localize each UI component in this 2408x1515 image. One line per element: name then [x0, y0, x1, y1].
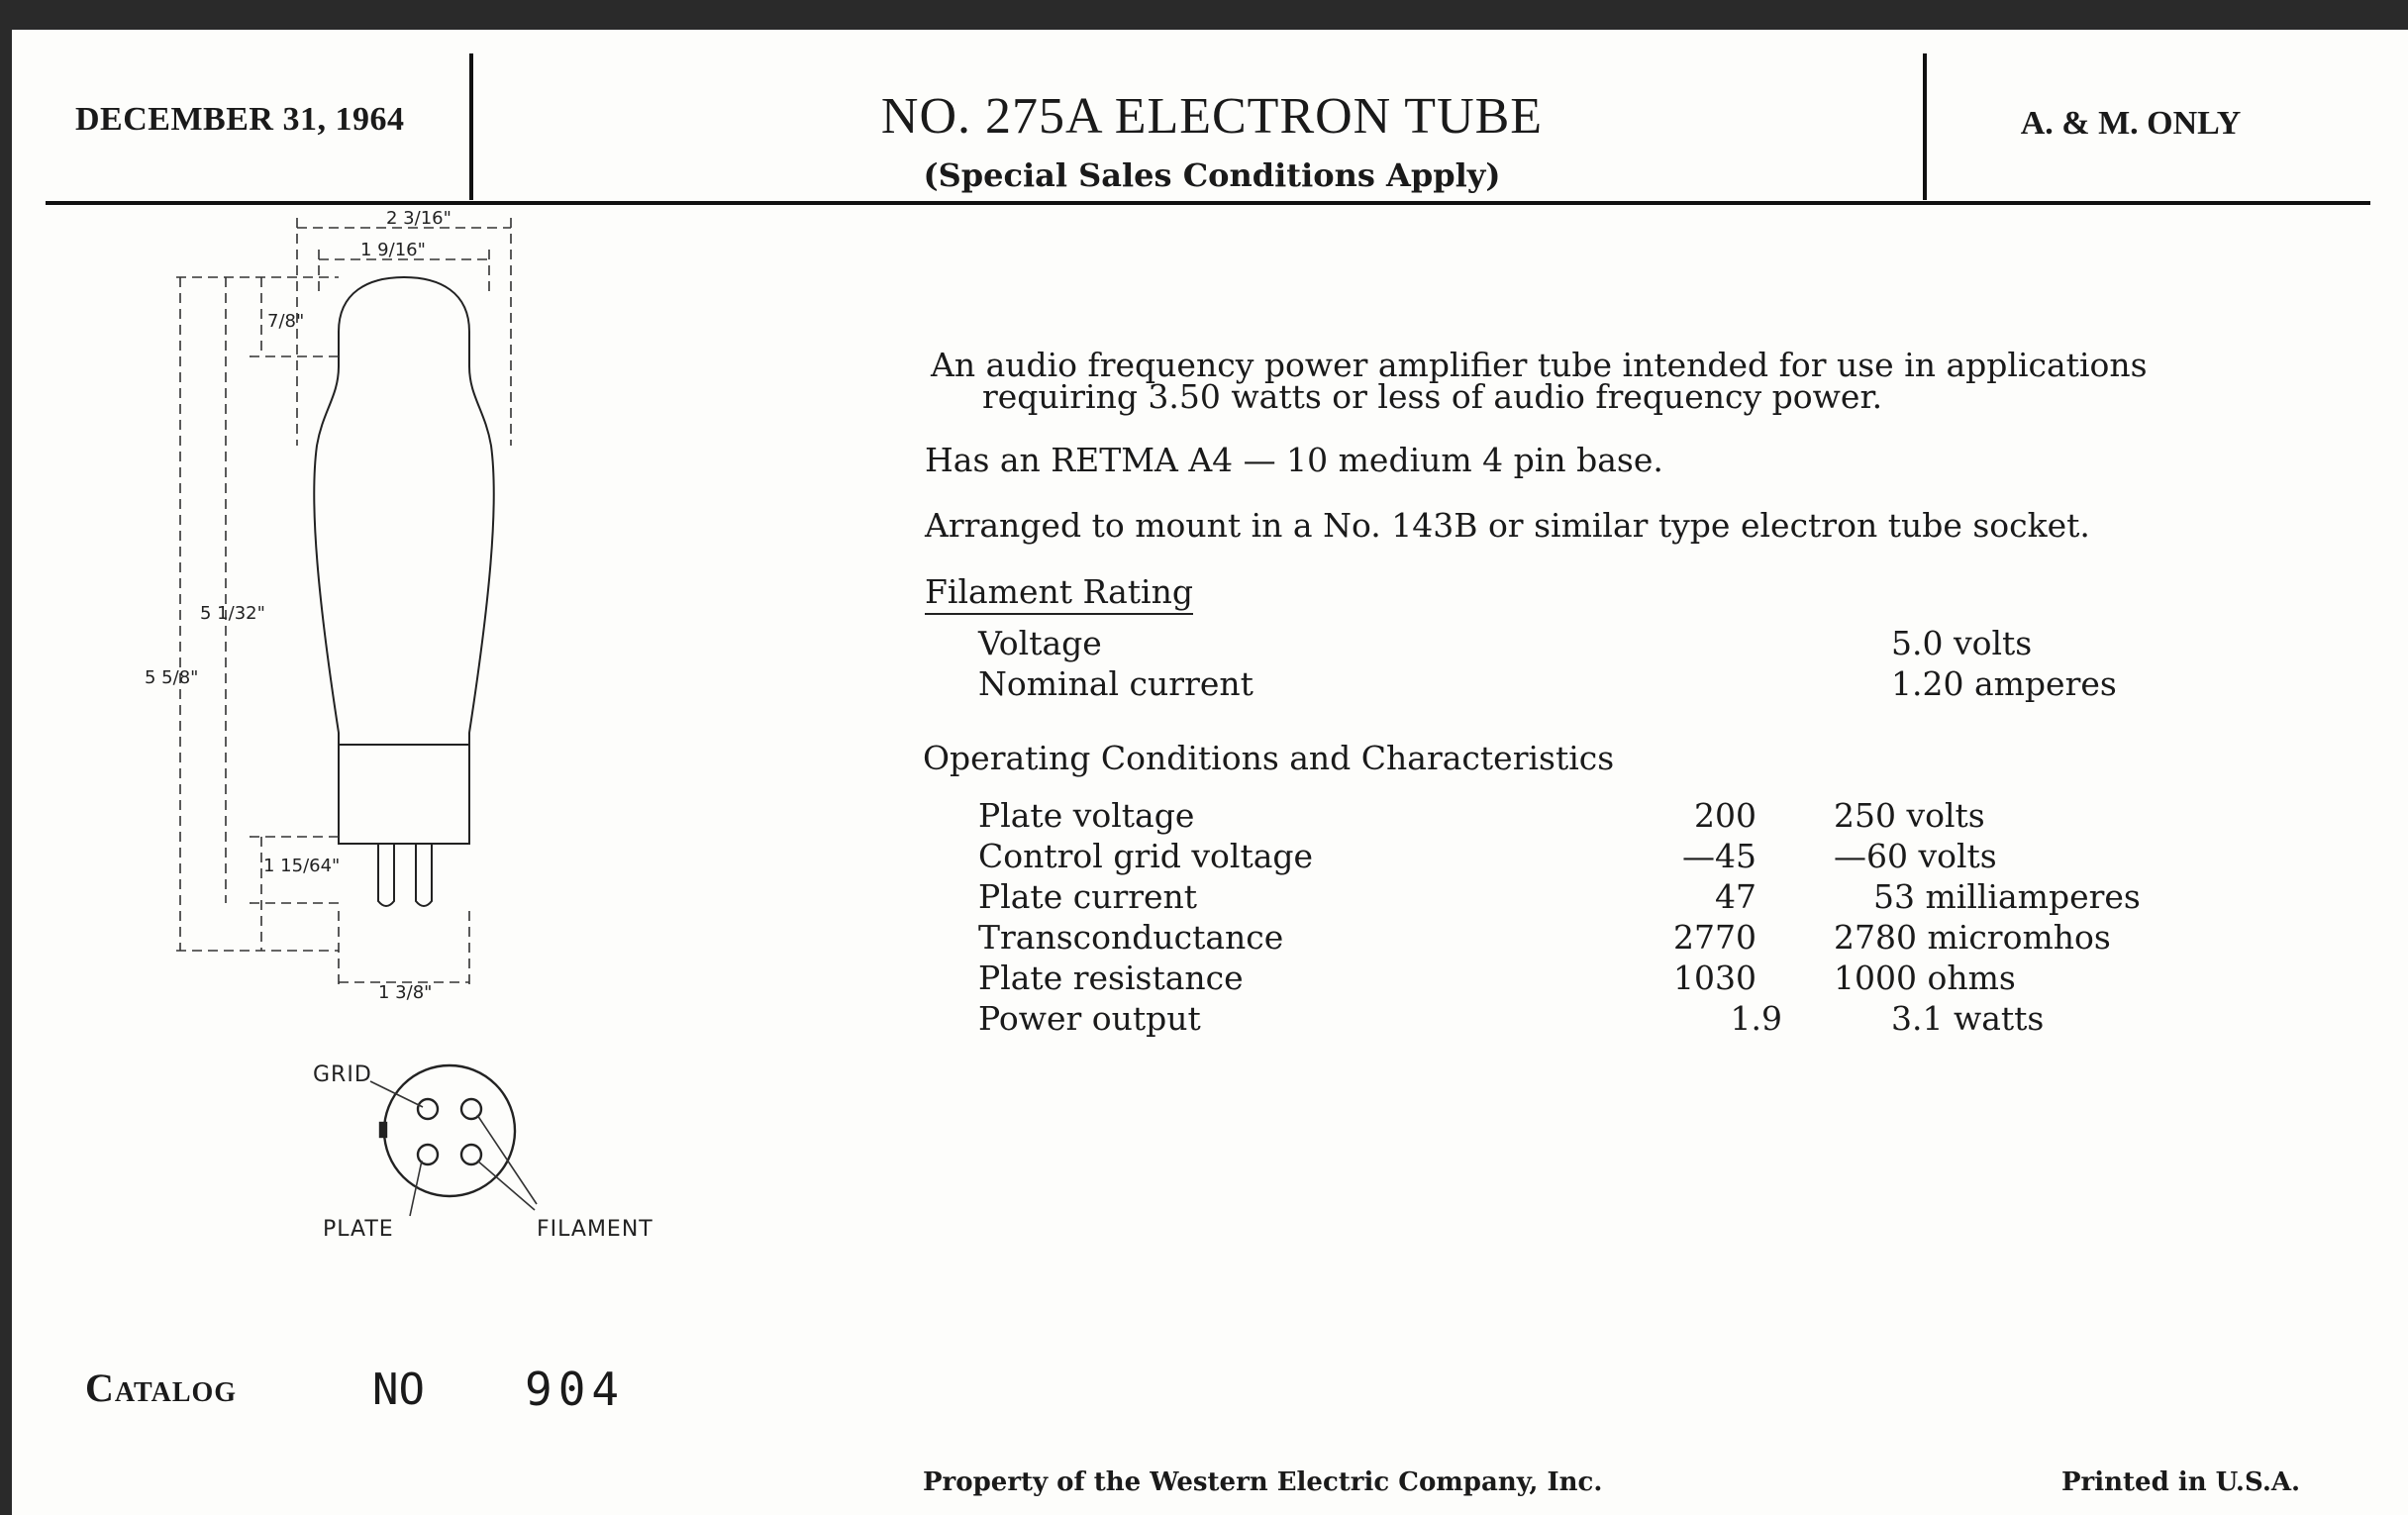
table-row	[12, 877, 2408, 917]
operating-value-2: —60 volts	[1834, 837, 1997, 875]
catalog-label: Catalog	[85, 1365, 238, 1410]
table-row	[12, 837, 2408, 876]
pin-filament-label: FILAMENT	[537, 1217, 653, 1242]
dim-base-width: 1 3/8"	[378, 982, 433, 1003]
header-restriction: A. & M. ONLY	[2020, 105, 2242, 142]
operating-label: Plate voltage	[978, 796, 1195, 835]
footer-printed: Printed in U.S.A.	[2061, 1467, 2301, 1497]
page-title: NO. 275A ELECTRON TUBE	[880, 88, 1544, 145]
description-line-2: requiring 3.50 watts or less of audio frequency power.	[982, 377, 1883, 416]
dim-body: 5 1/32"	[200, 603, 265, 624]
description-base: Has an RETMA A4 — 10 medium 4 pin base.	[925, 441, 1663, 479]
operating-value-1: 47	[1715, 877, 1756, 916]
tube-drawing-svg	[145, 208, 804, 1248]
operating-heading: Operating Conditions and Characteristics	[923, 739, 1615, 777]
spec-card	[12, 30, 2408, 1515]
table-row	[12, 999, 2408, 1039]
operating-value-2: 3.1 watts	[1891, 999, 2045, 1038]
filament-value: 1.20 amperes	[1891, 664, 2117, 703]
table-row	[12, 959, 2408, 998]
table-row	[12, 796, 2408, 836]
operating-value-2: 2780 micromhos	[1834, 918, 2111, 957]
operating-value-2: 53 milliamperes	[1873, 877, 2141, 916]
filament-heading	[925, 572, 1193, 611]
operating-value-2: 250 volts	[1834, 796, 1985, 835]
catalog-no: NO	[372, 1364, 425, 1415]
operating-value-1: 1030	[1673, 959, 1756, 997]
tube-drawing	[145, 208, 804, 1248]
table-row	[12, 918, 2408, 958]
table-row	[12, 624, 2408, 663]
dim-top: 7/8"	[267, 311, 305, 332]
operating-label: Transconductance	[978, 918, 1284, 957]
operating-label: Power output	[978, 999, 1201, 1038]
filament-value: 5.0 volts	[1891, 624, 2033, 662]
page-subtitle: (Special Sales Conditions Apply)	[923, 156, 1501, 194]
filament-label: Nominal current	[978, 664, 1254, 703]
header-divider-left	[469, 53, 473, 200]
filament-label: Voltage	[978, 624, 1102, 662]
table-row	[12, 664, 2408, 704]
header-divider-right	[1923, 53, 1927, 200]
operating-value-1: 2770	[1673, 918, 1756, 957]
description-socket: Arranged to mount in a No. 143B or similar type electron tube socket.	[925, 506, 2090, 545]
dim-total: 5 5/8"	[145, 667, 199, 688]
operating-value-2: 1000 ohms	[1834, 959, 2016, 997]
description-line-1: An audio frequency power amplifier tube intended for use in applications	[931, 346, 2148, 384]
header-date: DECEMBER 31, 1964	[75, 101, 405, 138]
operating-label: Plate current	[978, 877, 1198, 916]
header-rule	[46, 201, 2370, 205]
dim-bulb-width: 1 9/16"	[360, 240, 426, 260]
dim-base-height: 1 15/64"	[263, 856, 341, 876]
operating-value-1: —45	[1682, 837, 1756, 875]
filament-heading-text: Filament Rating	[925, 572, 1193, 615]
operating-label: Plate resistance	[978, 959, 1244, 997]
pin-grid-label: GRID	[313, 1062, 372, 1087]
pin-plate-label: PLATE	[323, 1217, 394, 1242]
operating-value-1: 200	[1694, 796, 1756, 835]
dim-overall-width: 2 3/16"	[386, 208, 452, 229]
catalog-number: 904	[525, 1363, 626, 1416]
header	[12, 30, 2408, 208]
operating-value-1: 1.9	[1730, 999, 1782, 1038]
operating-label: Control grid voltage	[978, 837, 1314, 875]
footer-property: Property of the Western Electric Company, Inc.	[923, 1467, 1603, 1497]
